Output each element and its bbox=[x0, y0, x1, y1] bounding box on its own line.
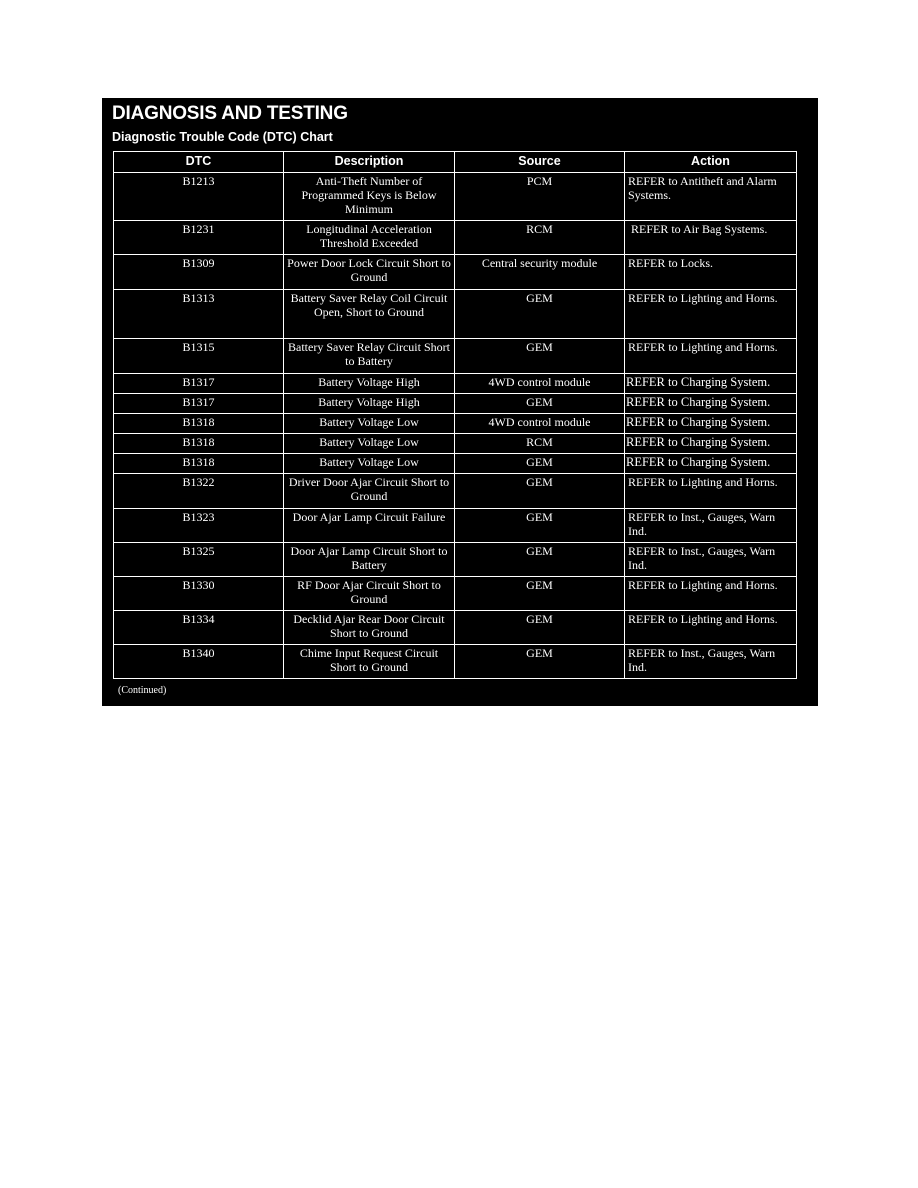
dtc-code: B1317 bbox=[114, 394, 284, 414]
dtc-source: GEM bbox=[455, 577, 625, 611]
table-row bbox=[114, 645, 797, 679]
dtc-description: Battery Saver Relay Circuit Short to Battery bbox=[284, 339, 455, 374]
dtc-description: Battery Voltage Low bbox=[284, 414, 455, 434]
dtc-description: Chime Input Request Circuit Short to Ground bbox=[284, 645, 455, 679]
dtc-code: B1325 bbox=[114, 543, 284, 577]
continued-note: (Continued) bbox=[118, 685, 167, 696]
table-row bbox=[114, 611, 797, 645]
dtc-action: REFER to Lighting and Horns. bbox=[625, 339, 797, 374]
dtc-action: REFER to Lighting and Horns. bbox=[625, 474, 797, 509]
dtc-action: REFER to Inst., Gauges, Warn Ind. bbox=[625, 509, 797, 543]
dtc-source: GEM bbox=[455, 339, 625, 374]
dtc-description: Door Ajar Lamp Circuit Failure bbox=[284, 509, 455, 543]
dtc-action: REFER to Locks. bbox=[625, 255, 797, 290]
table-row bbox=[114, 339, 797, 374]
dtc-description: Door Ajar Lamp Circuit Short to Battery bbox=[284, 543, 455, 577]
table-row bbox=[114, 474, 797, 509]
table-row bbox=[114, 543, 797, 577]
dtc-code: B1213 bbox=[114, 173, 284, 221]
dtc-description: Decklid Ajar Rear Door Circuit Short to Ground bbox=[284, 611, 455, 645]
column-header-description: Description bbox=[284, 152, 455, 173]
column-header-source: Source bbox=[455, 152, 625, 173]
dtc-table bbox=[113, 151, 797, 679]
table-row bbox=[114, 414, 797, 434]
page-title: DIAGNOSIS AND TESTING bbox=[112, 103, 348, 124]
dtc-action: REFER to Antitheft and Alarm Systems. bbox=[625, 173, 797, 221]
dtc-source: RCM bbox=[455, 434, 625, 454]
dtc-source: GEM bbox=[455, 645, 625, 679]
dtc-action: REFER to Charging System. bbox=[625, 454, 797, 474]
dtc-description: Battery Voltage High bbox=[284, 394, 455, 414]
dtc-action: REFER to Inst., Gauges, Warn Ind. bbox=[625, 645, 797, 679]
dtc-action: REFER to Inst., Gauges, Warn Ind. bbox=[625, 543, 797, 577]
table-row bbox=[114, 290, 797, 339]
dtc-code: B1318 bbox=[114, 434, 284, 454]
dtc-description: Battery Voltage High bbox=[284, 374, 455, 394]
dtc-action: REFER to Lighting and Horns. bbox=[625, 611, 797, 645]
dtc-action: REFER to Charging System. bbox=[625, 434, 797, 454]
dtc-code: B1340 bbox=[114, 645, 284, 679]
dtc-code: B1318 bbox=[114, 414, 284, 434]
dtc-description: Longitudinal Acceleration Threshold Exceeded bbox=[284, 221, 455, 255]
table-row bbox=[114, 173, 797, 221]
dtc-action: REFER to Lighting and Horns. bbox=[625, 290, 797, 339]
dtc-description: Power Door Lock Circuit Short to Ground bbox=[284, 255, 455, 290]
dtc-action: REFER to Air Bag Systems. bbox=[625, 221, 797, 255]
dtc-description: Anti-Theft Number of Programmed Keys is Below Minimum bbox=[284, 173, 455, 221]
dtc-source: GEM bbox=[455, 611, 625, 645]
dtc-code: B1323 bbox=[114, 509, 284, 543]
dtc-code: B1322 bbox=[114, 474, 284, 509]
table-row bbox=[114, 454, 797, 474]
dtc-source: RCM bbox=[455, 221, 625, 255]
dtc-description: Battery Saver Relay Coil Circuit Open, Short to Ground bbox=[284, 290, 455, 339]
dtc-code: B1315 bbox=[114, 339, 284, 374]
dtc-source: GEM bbox=[455, 474, 625, 509]
table-row bbox=[114, 374, 797, 394]
dtc-code: B1330 bbox=[114, 577, 284, 611]
table-header-row bbox=[114, 152, 797, 173]
table-row bbox=[114, 434, 797, 454]
dtc-source: GEM bbox=[455, 394, 625, 414]
dtc-description: Driver Door Ajar Circuit Short to Ground bbox=[284, 474, 455, 509]
dtc-code: B1309 bbox=[114, 255, 284, 290]
dtc-description: Battery Voltage Low bbox=[284, 454, 455, 474]
dtc-action: REFER to Lighting and Horns. bbox=[625, 577, 797, 611]
table-row bbox=[114, 255, 797, 290]
dtc-action: REFER to Charging System. bbox=[625, 394, 797, 414]
dtc-description: Battery Voltage Low bbox=[284, 434, 455, 454]
table-row bbox=[114, 509, 797, 543]
dtc-action: REFER to Charging System. bbox=[625, 414, 797, 434]
table-row bbox=[114, 577, 797, 611]
dtc-action: REFER to Charging System. bbox=[625, 374, 797, 394]
dtc-source: 4WD control module bbox=[455, 414, 625, 434]
dtc-code: B1231 bbox=[114, 221, 284, 255]
dtc-description: RF Door Ajar Circuit Short to Ground bbox=[284, 577, 455, 611]
dtc-code: B1318 bbox=[114, 454, 284, 474]
column-header-action: Action bbox=[625, 152, 797, 173]
column-header-dtc: DTC bbox=[114, 152, 284, 173]
dtc-source: GEM bbox=[455, 509, 625, 543]
dtc-code: B1317 bbox=[114, 374, 284, 394]
dtc-source: GEM bbox=[455, 290, 625, 339]
table-row bbox=[114, 221, 797, 255]
dtc-source: PCM bbox=[455, 173, 625, 221]
dtc-code: B1334 bbox=[114, 611, 284, 645]
dtc-source: GEM bbox=[455, 454, 625, 474]
dtc-code: B1313 bbox=[114, 290, 284, 339]
table-row bbox=[114, 394, 797, 414]
dtc-source: 4WD control module bbox=[455, 374, 625, 394]
dtc-chart-panel bbox=[102, 98, 818, 706]
dtc-source: Central security module bbox=[455, 255, 625, 290]
dtc-source: GEM bbox=[455, 543, 625, 577]
chart-subtitle: Diagnostic Trouble Code (DTC) Chart bbox=[112, 130, 333, 144]
